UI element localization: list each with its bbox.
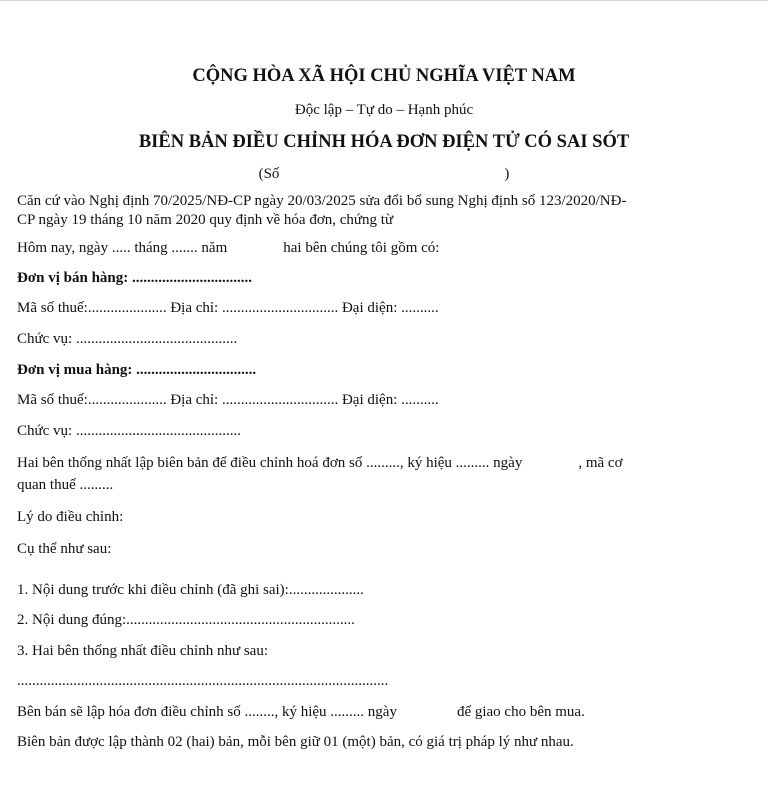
specifics-label: Cụ thể như sau: xyxy=(17,541,112,557)
date-line-end: hai bên chúng tôi gồm có: xyxy=(283,240,440,256)
agreement-line-2: quan thuế ......... xyxy=(17,477,114,493)
seller-issue-text: Bên bán sẽ lập hóa đơn điều chỉnh số ........, ký hiệu ......... ngày xyxy=(17,704,397,720)
document-title: BIÊN BẢN ĐIỀU CHỈNH HÓA ĐƠN ĐIỆN TỬ CÓ SAI SÓT xyxy=(138,132,630,152)
buyer-position: Chức vụ: ............................................ xyxy=(17,423,241,439)
agreement-text: Hai bên thống nhất lập biên bản để điều chỉnh hoá đơn số ........., ký hiệu ......... ngày xyxy=(17,455,523,471)
item-1: 1. Nội dung trước khi điều chỉnh (đã ghi sai):.................... xyxy=(17,582,364,598)
document-number xyxy=(0,165,768,183)
seller-issue-line xyxy=(17,704,585,721)
top-border xyxy=(0,0,768,1)
seller-heading: Đơn vị bán hàng: ................................ xyxy=(17,270,253,286)
legal-basis-line-2: CP ngày 19 tháng 10 năm 2020 quy định về hóa đơn, chứng từ xyxy=(17,212,394,228)
item-2: 2. Nội dung đúng:............................................................. xyxy=(17,612,355,628)
legal-basis-line-1: Căn cứ vào Nghị định 70/2025/NĐ-CP ngày 20/03/2025 sửa đổi bổ sung Nghị định số 123/2020/NĐ- xyxy=(17,193,627,209)
buyer-heading: Đơn vị mua hàng: ................................ xyxy=(17,362,257,378)
buyer-details: Mã số thuế:..................... Địa chỉ: ............................... Đại diện: .......... xyxy=(17,392,439,408)
agreement-line-1 xyxy=(17,455,623,472)
number-open: (Số xyxy=(258,166,280,182)
date-line-start: Hôm nay, ngày ..... tháng ....... năm xyxy=(17,240,228,256)
closing-line: Biên bản được lập thành 02 (hai) bản, mỗi bên giữ 01 (một) bản, có giá trị pháp lý như nhau. xyxy=(17,734,574,750)
national-title: CỘNG HÒA XÃ HỘI CHỦ NGHĨA VIỆT NAM xyxy=(192,66,576,86)
seller-details: Mã số thuế:..................... Địa chỉ: ............................... Đại diện: .......... xyxy=(17,300,439,316)
reason-label: Lý do điều chỉnh: xyxy=(17,509,124,525)
item-3-blank: ................................................................................................... xyxy=(17,673,389,689)
seller-position: Chức vụ: ........................................... xyxy=(17,331,238,347)
seller-issue-end: để giao cho bên mua. xyxy=(456,704,585,720)
number-close: ) xyxy=(504,166,510,182)
agreement-tax-label: , mã cơ xyxy=(578,455,623,471)
motto: Độc lập – Tự do – Hạnh phúc xyxy=(294,102,474,118)
item-3: 3. Hai bên thống nhất điều chỉnh như sau: xyxy=(17,643,269,659)
date-line xyxy=(17,240,439,257)
